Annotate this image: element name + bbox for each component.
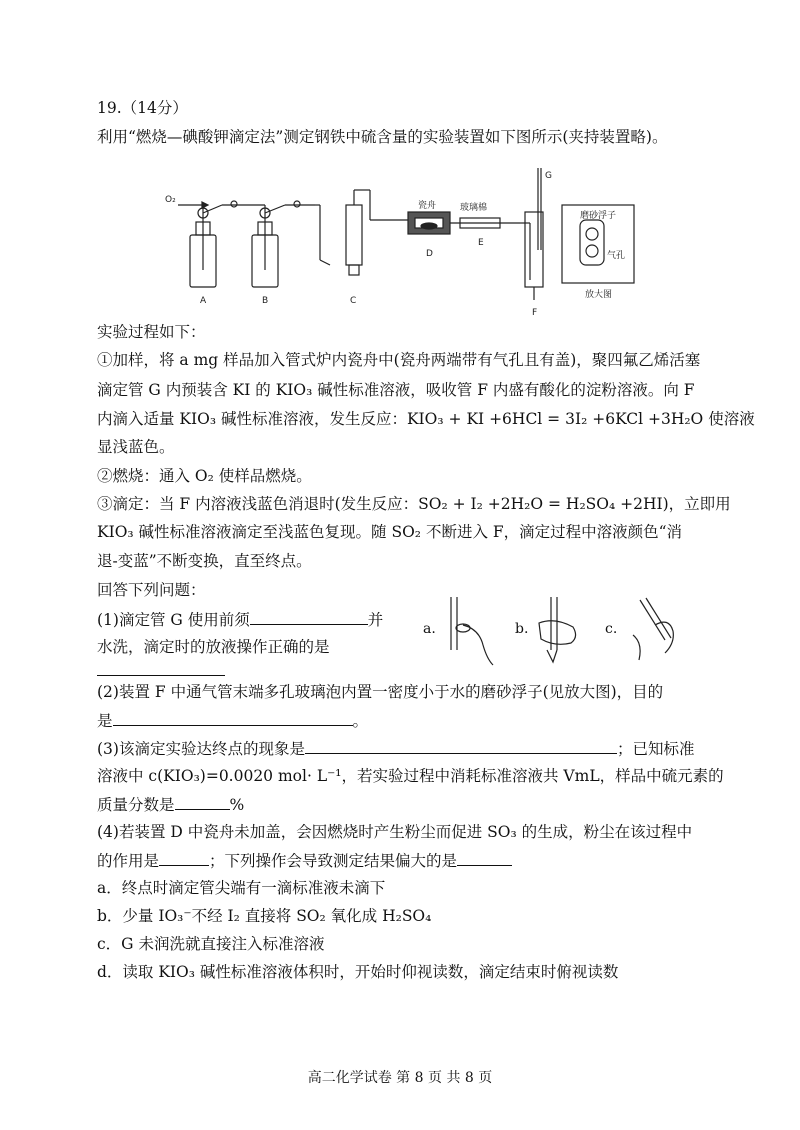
question-intro: 利用“燃烧—碘酸钾滴定法”测定钢铁中硫含量的实验装置如下图所示(夹持装置略)。: [97, 128, 668, 146]
q3-blank-1[interactable]: [305, 738, 617, 754]
option-b-label: b.: [515, 621, 529, 637]
titration-options-figure: [415, 595, 705, 670]
label-e: E: [478, 238, 484, 248]
label-d: D: [426, 249, 433, 259]
step2: ②燃烧：通入 O₂ 使样品燃烧。: [97, 467, 312, 485]
absorber-f: [520, 212, 543, 300]
option-a-figure: [451, 597, 493, 665]
question-number: 19.: [97, 99, 122, 117]
q3-line3: 质量分数是 %: [97, 796, 245, 814]
burette-g: [538, 168, 541, 250]
step1-line1: ①加样，将 a mg 样品加入管式炉内瓷舟中(瓷舟两端带有气孔且有盖)，聚四氟乙烯活塞: [97, 351, 701, 369]
apparatus-figure: [160, 160, 680, 320]
step3-line1: ③滴定：当 F 内溶液浅蓝色消退时(发生反应：SO₂ + I₂ +2H₂O = H₂SO₄ +2HI)，立即用: [97, 495, 731, 513]
hole-label: 气孔: [607, 251, 626, 261]
bottle-b: [246, 205, 285, 287]
label-g: G: [545, 171, 552, 181]
q1-blank-1[interactable]: [250, 609, 368, 625]
option-b-figure: [539, 597, 576, 662]
step1-line2: 滴定管 G 内预装含 KI 的 KIO₃ 碱性标准溶液，吸收管 F 内盛有酸化的淀粉溶液。向 F: [97, 381, 695, 399]
label-f: F: [532, 308, 538, 318]
q4-blank-1[interactable]: [159, 850, 209, 866]
q2-blank[interactable]: [113, 710, 353, 726]
q4-blank-2[interactable]: [457, 850, 512, 866]
step3-line2: KIO₃ 碱性标准溶液滴定至浅蓝色复现。随 SO₂ 不断进入 F，滴定过程中溶液颜色“消: [97, 523, 683, 541]
q3-line1: (3)该滴定实验达终点的现象是 ；已知标准: [97, 740, 695, 758]
question-header: [97, 98, 188, 118]
float-label: 磨砂浮子: [580, 211, 617, 221]
q4-option-a: a．终点时滴定管尖端有一滴标准液未滴下: [97, 879, 386, 897]
option-a-label: a.: [423, 621, 436, 637]
q1-line2: 水洗，滴定时的放液操作正确的是: [97, 638, 330, 656]
questions-heading: 回答下列问题：: [97, 581, 206, 599]
enlarged-label: 放大图: [585, 290, 613, 300]
bottle-a: [190, 205, 222, 287]
label-b: B: [262, 296, 269, 306]
q1-line1: (1)滴定管 G 使用前须 并: [97, 611, 384, 629]
q3-line2: 溶液中 c(KIO₃)=0.0020 mol· L⁻¹，若实验过程中消耗标准溶液共 VmL，样品中硫元素的: [97, 767, 724, 785]
step1-line4: 显浅蓝色。: [97, 438, 175, 456]
label-a: A: [200, 296, 207, 306]
q4-option-b: b．少量 IO₃⁻不经 I₂ 直接将 SO₂ 氧化成 H₂SO₄: [97, 907, 432, 925]
q1-blank-2[interactable]: [97, 660, 225, 676]
page-footer: 高二化学试卷 第 8 页 共 8 页: [307, 1070, 493, 1086]
q4-option-c: c．G 未润洗就直接注入标准溶液: [97, 935, 325, 953]
option-c-figure: [633, 598, 673, 660]
q3-blank-2[interactable]: [175, 794, 230, 810]
q1-line3: [97, 660, 225, 681]
cotton-label: 玻璃棉: [460, 203, 488, 213]
q2-line1: (2)装置 F 中通气管末端多孔玻璃泡内置一密度小于水的磨砂浮子(见放大图)，目的: [97, 683, 664, 701]
q2-line2: 是 。: [97, 712, 369, 730]
label-c: C: [350, 296, 357, 306]
q4-option-d: d．读取 KIO₃ 碱性标准溶液体积时，开始时仰视读数，滴定结束时俯视读数: [97, 963, 619, 981]
boat-label: 瓷舟: [418, 201, 437, 211]
step1-line3: 内滴入适量 KIO₃ 碱性标准溶液，发生反应：KIO₃ + KI +6HCl = 3I₂ +6KCl +3H₂O 使溶液: [97, 410, 755, 428]
q4-line1: (4)若装置 D 中瓷舟未加盖，会因燃烧时产生粉尘而促进 SO₃ 的生成，粉尘在该过程中: [97, 823, 693, 841]
o2-label: O₂: [165, 195, 176, 205]
process-heading: 实验过程如下：: [97, 323, 206, 341]
option-c-label: c.: [605, 621, 618, 637]
step3-line3: 退-变蓝”不断变换，直至终点。: [97, 552, 312, 570]
column-c: [315, 190, 370, 275]
tube-furnace-d: [408, 212, 450, 234]
q4-line2: 的作用是 ；下列操作会导致测定结果偏大的是: [97, 850, 512, 871]
question-points: （14分）: [121, 99, 188, 117]
